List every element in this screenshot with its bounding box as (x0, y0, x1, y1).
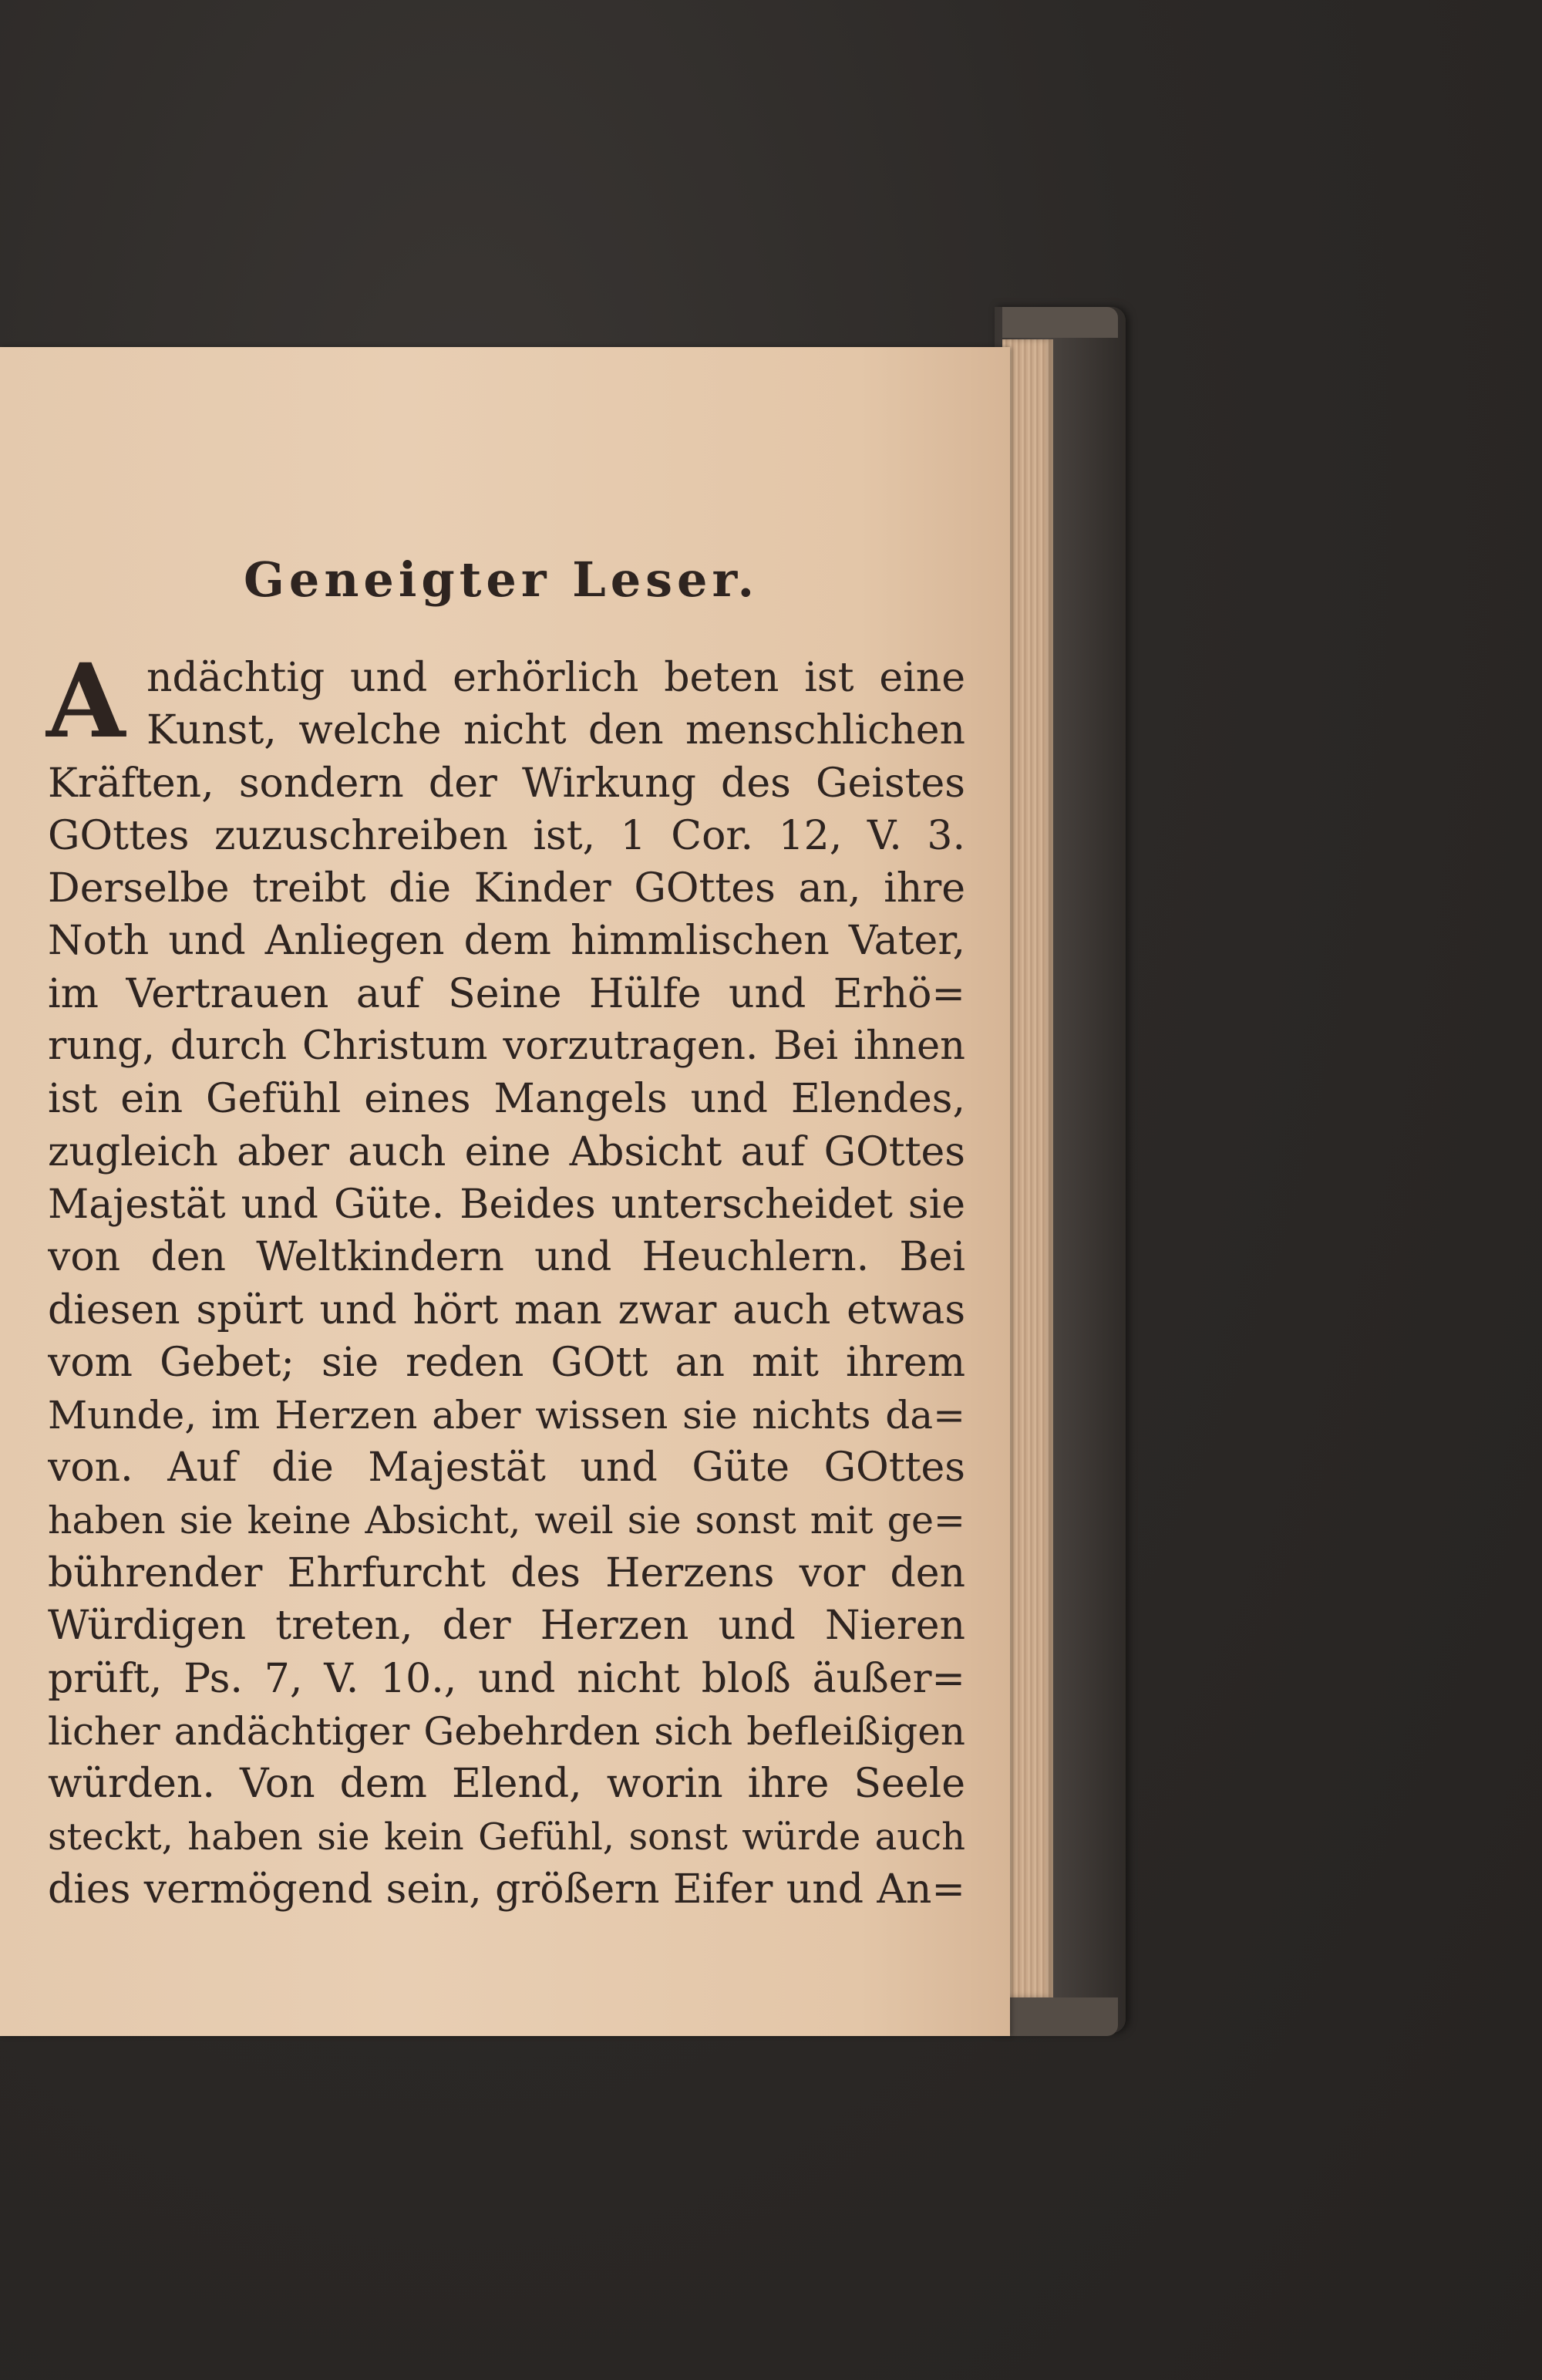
text-line: von den Weltkindern und Heuchlern. Bei (48, 1234, 965, 1281)
text-line: diesen spürt und hört man zwar auch etwas (48, 1286, 965, 1333)
text-line: Kunst, welche nicht den menschlichen (146, 707, 965, 754)
text-line: Majestät und Güte. Beides unterscheidet sie (48, 1181, 965, 1228)
text-line: Kräften, sondern der Wirkung des Geistes (48, 760, 965, 807)
text-line: dies vermögend sein, größern Eifer und An= (48, 1866, 965, 1913)
page-title: Geneigter Leser. (243, 551, 759, 608)
text-line: GOttes zuzuschreiben ist, 1 Cor. 12, V. 3. (48, 812, 965, 859)
text-line: steckt, haben sie kein Gefühl, sonst würde auch (48, 1815, 965, 1859)
text-line: zugleich aber auch eine Absicht auf GOttes (48, 1128, 965, 1175)
body-text (48, 652, 965, 1916)
text-line: im Vertrauen auf Seine Hülfe und Erhö= (48, 970, 965, 1017)
text-line: prüft, Ps. 7, V. 10., und nicht bloß äußer= (48, 1655, 965, 1702)
text-line: bührender Ehrfurcht des Herzens vor den (48, 1550, 965, 1597)
text-line: würden. Von dem Elend, worin ihre Seele (48, 1761, 965, 1808)
text-line: Würdigen treten, der Herzen und Nieren (48, 1603, 965, 1650)
text-line: licher andächtiger Gebehrden sich befleißigen (48, 1708, 965, 1754)
text-line: von. Auf die Majestät und Güte GOttes (48, 1445, 965, 1492)
text-line: ndächtig und erhörlich beten ist eine (146, 655, 965, 701)
text-line: Munde, im Herzen aber wissen sie nichts da= (48, 1393, 965, 1438)
book-cover-bottom-edge (1002, 1997, 1118, 2036)
text-line: Derselbe treibt die Kinder GOttes an, ihre (48, 865, 965, 912)
text-line: ist ein Gefühl eines Mangels und Elendes, (48, 1076, 965, 1123)
drop-cap: A (46, 642, 126, 761)
text-line: vom Gebet; sie reden GOtt an mit ihrem (48, 1339, 965, 1386)
text-line: rung, durch Christum vorzutragen. Bei ihnen (48, 1023, 965, 1070)
text-line: Noth und Anliegen dem himmlischen Vater, (48, 918, 965, 965)
text-line: haben sie keine Absicht, weil sie sonst mit ge= (48, 1498, 965, 1542)
book-cover-top-edge (1002, 307, 1118, 338)
